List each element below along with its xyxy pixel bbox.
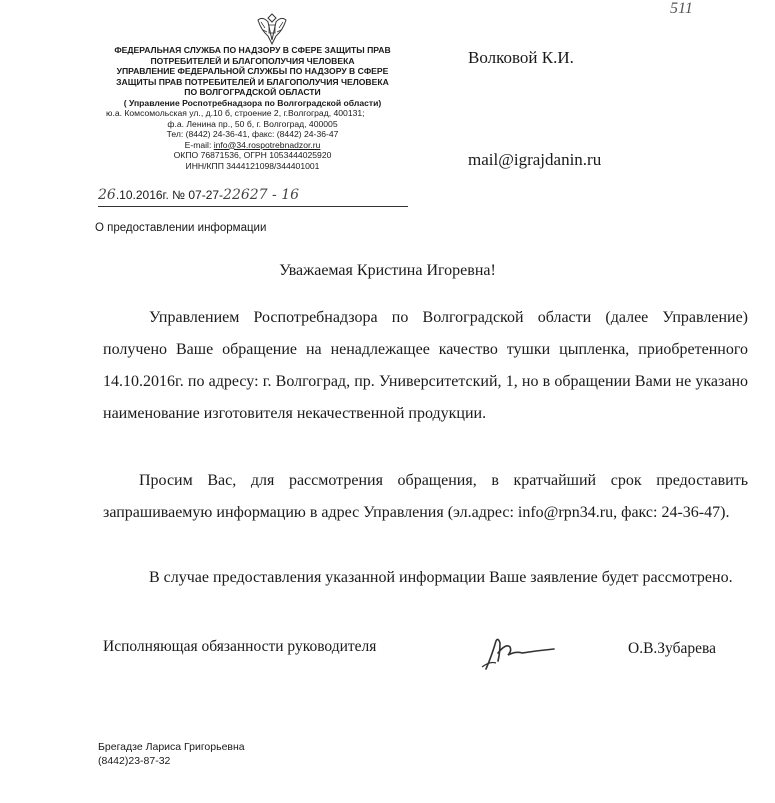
executor-phone: (8442)23-87-32 (98, 755, 171, 767)
registration-date-handwritten: 26 (98, 187, 116, 203)
org-phone: Тел: (8442) 24-36-41, факс: (8442) 24-36-47 (166, 129, 339, 139)
org-address-1: ю.а. Комсомольская ул., д.10 б, строение 2, г.Волгоград, 400131; (106, 108, 365, 118)
recipient-name: Волковой К.И. (468, 48, 574, 67)
paragraph-request: Управлением Роспотребнадзора по Волгоградской области (далее Управление) получено Ваше обращение на ненадлежащее качество тушки цыпленка, приобретенного 14.10.2016г. по адресу: г. Волгоград, пр. Университетский, 1, но в обращении Вами не указано наименование изготовителя некачественной продукции. (103, 309, 748, 422)
org-email-label: E-mail: (184, 139, 214, 150)
executor-name: Брегадзе Лариса Григорьевна (98, 741, 245, 753)
signatory-name: О.В.Зубарева (628, 640, 716, 657)
signatory-title: Исполняющая обязанности руководителя (103, 638, 377, 655)
letter-subject: О предоставлении информации (95, 222, 267, 234)
org-line: УПРАВЛЕНИЕ ФЕДЕРАЛЬНОЙ СЛУЖБЫ ПО НАДЗОРУ В СФЕРЕ (116, 66, 389, 76)
organization-header (100, 45, 405, 171)
registration-date: .10.2016г. (115, 188, 169, 202)
org-okpo: ОКПО 76871536, ОГРН 1053444025920 (173, 150, 332, 160)
org-line: ФЕДЕРАЛЬНАЯ СЛУЖБА ПО НАДЗОРУ В СФЕРЕ ЗАЩИТЫ ПРАВ (114, 45, 391, 55)
org-email-link[interactable]: info@34.rospotrebnadzor.ru (213, 139, 321, 150)
paragraph-ask: Просим Вас, для рассмотрения обращения, в кратчайший срок предоставить запрашиваемую информацию в адрес Управления (эл.адрес: info@rpn34.ru, факс: 24-36-47). (103, 472, 748, 521)
coat-of-arms-emblem (255, 10, 289, 46)
registration-number-label: № 07-27- (172, 188, 224, 202)
executor-info (98, 740, 245, 768)
recipient-email[interactable]: mail@igrajdanin.ru (468, 150, 602, 169)
org-email (100, 140, 405, 151)
org-inn: ИНН/КПП 3444121098/344401001 (185, 160, 320, 171)
org-line: ПО ВОЛГОГРАДСКОЙ ОБЛАСТИ (184, 87, 321, 97)
org-line: ЗАЩИТЫ ПРАВ ПОТРЕБИТЕЛЕЙ И БЛАГОПОЛУЧИЯ ЧЕЛОВЕКА (116, 76, 389, 87)
handwritten-signature (478, 633, 558, 673)
paragraph-note: В случае предоставления указанной информации Ваше заявление будет рассмотрено. (149, 569, 733, 586)
registration-number-handwritten: 22627 - 16 (223, 187, 300, 203)
page-mark: 511 (670, 0, 693, 17)
registration-line (98, 186, 408, 207)
org-line: ПОТРЕБИТЕЛЕЙ И БЛАГОПОЛУЧИЯ ЧЕЛОВЕКА (150, 55, 355, 66)
org-line: ( Управление Роспотребнадзора по Волгоградской области) (123, 97, 382, 108)
org-address-2: ф.а. Ленина пр., 50 б, г. Волгоград, 400005 (167, 118, 338, 129)
greeting: Уважаемая Кристина Игоревна! (279, 262, 496, 279)
